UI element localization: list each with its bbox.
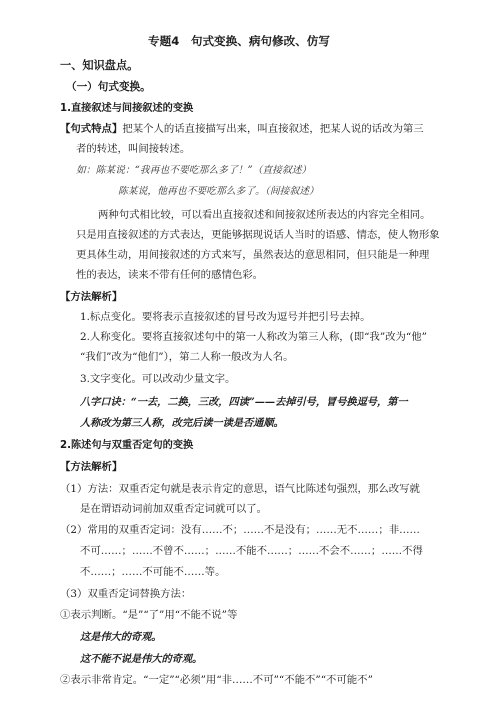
- method-label: 【方法解析】: [60, 291, 123, 303]
- topic-heading-direct-indirect: 1.直接叙述与间接叙述的变换: [60, 103, 194, 114]
- rule-example: 这是伟大的奇观。: [80, 631, 162, 643]
- method-point: （3）双重否定词替换方法：: [60, 588, 192, 600]
- example-direct-text: “我再也不要吃那么多了！”（直接叙述）: [134, 165, 312, 176]
- rule-item: ①表示判断。“是”“了”用“不能不说”等: [60, 609, 238, 621]
- method-label: 【方法解析】: [60, 461, 123, 473]
- paragraph-line: 两种句式相比较，可以看出直接叙述和间接叙述所表达的内容完全相同。: [98, 209, 431, 221]
- paragraph-line: 只是用直接叙述的方式表达，更能够据现说话人当时的语感、情态，使人物形象: [76, 229, 440, 241]
- mnemonic-line: 八字口诀：“一去，二换，三改，四读”——去掉引号，冒号换逗号，第一: [80, 396, 408, 408]
- method-point: （1）方法：双重否定句就是表示肯定的意思，语气比陈述句强烈，那么改写就: [60, 483, 420, 495]
- feature-text-cont: 者的转述，叫间接转述。: [76, 143, 191, 155]
- rule-example: 这不能不说是伟大的奇观。: [80, 653, 203, 665]
- method-point: （2）常用的双重否定词：没有……不；……不是没有；……无不……；非……: [60, 524, 420, 536]
- method-item: 2.人称变化。要将直接叙述句中的第一人称改为第三人称，(即“我”改为“他”: [80, 331, 427, 343]
- method-item: 3.文字变化。可以改动少量文字。: [80, 373, 236, 385]
- paragraph-line: 更具体生动，用间接叙述的方式来写，虽然表达的意思相同，但只能是一种理: [76, 249, 430, 261]
- method-item-cont: “我们”改为“他们”），第二人称一般改为人名。: [80, 351, 294, 363]
- example-direct: [76, 166, 311, 176]
- method-point-cont: 不……；……不可能不……等。: [80, 566, 226, 578]
- page-title: 专题4 句式变换、病句修改、仿写: [148, 34, 330, 48]
- feature-paragraph-line: [60, 124, 424, 134]
- mnemonic-line: 人称改为第三人称，改完后读一读是否通顺。: [80, 417, 284, 429]
- feature-text: 把某个人的话直接描写出来，叫直接叙述，把某人说的话改为第三: [122, 123, 424, 135]
- rule-item: ②表示非常肯定。“一定”“必须”用“非……不可”“不能不”“不可能不”: [60, 674, 373, 686]
- feature-label: 【句式特点】: [60, 123, 123, 135]
- method-item: 1.标点变化。要将表示直接叙述的冒号改为逗号并把引号去掉。: [80, 311, 371, 323]
- example-intro: 如：陈某说：: [76, 165, 135, 176]
- method-point-cont: 不可……；……不曾不……；……不能不……；……不会不……；……不得: [80, 545, 423, 557]
- section-heading: 一、知识盘点。: [60, 59, 139, 72]
- subsection-heading: （一）句式变换。: [66, 81, 151, 93]
- topic-heading-double-negative: 2.陈述句与双重否定句的变换: [60, 440, 194, 451]
- method-point-cont: 是在谓语动词前加双重否定词就可以了。: [80, 503, 268, 515]
- paragraph-line: 性的表达，读来不带有任何的感情色彩。: [76, 269, 264, 281]
- example-indirect: 陈某说，他再也不要吃那么多了。（间接叙述）: [118, 186, 319, 197]
